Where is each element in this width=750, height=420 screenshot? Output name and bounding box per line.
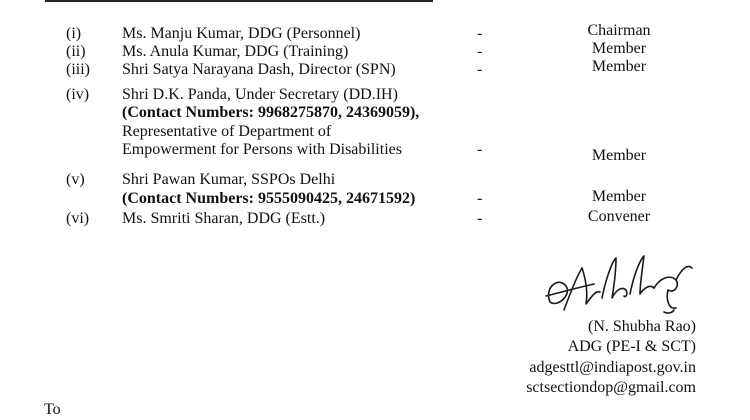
item-number: (ii)	[66, 43, 86, 60]
member-role: Member	[591, 40, 647, 57]
separator-dash: -	[477, 190, 483, 207]
signatory-email-personal: sctsectiondop@gmail.com	[526, 379, 696, 396]
item-number: (iv)	[66, 86, 90, 103]
contact-numbers: (Contact Numbers: 9968275870, 24369059),	[122, 104, 420, 121]
contact-numbers: (Contact Numbers: 9555090425, 24671592)	[122, 190, 416, 207]
item-number: (v)	[66, 171, 85, 188]
member-name: Ms. Anula Kumar, DDG (Training)	[122, 43, 349, 60]
member-role: Chairman	[587, 22, 651, 39]
member-name: Shri Pawan Kumar, SSPOs Delhi	[122, 171, 336, 188]
separator-dash: -	[477, 61, 483, 78]
member-name: Shri Satya Narayana Dash, Director (SPN)	[122, 61, 396, 78]
separator-dash: -	[477, 43, 483, 60]
signatory-email-official: adgesttl@indiapost.gov.in	[529, 359, 696, 376]
signatory-name: (N. Shubha Rao)	[588, 318, 696, 335]
member-role: Member	[591, 188, 647, 205]
member-detail: Empowerment for Persons with Disabilities	[122, 141, 402, 158]
member-detail: Representative of Department of	[122, 123, 332, 140]
top-rule	[45, 0, 433, 2]
signatory-designation: ADG (PE-I & SCT)	[567, 338, 696, 355]
item-number: (iii)	[66, 61, 90, 78]
separator-dash: -	[477, 210, 483, 227]
member-role: Member	[591, 58, 647, 75]
member-name: Ms. Smriti Sharan, DDG (Estt.)	[122, 210, 326, 227]
addressee-label: To	[44, 401, 61, 418]
member-role: Convener	[587, 208, 651, 225]
separator-dash: -	[477, 141, 483, 158]
item-number: (vi)	[66, 210, 90, 227]
handwritten-signature	[536, 238, 696, 323]
member-name: Shri D.K. Panda, Under Secretary (DD.IH)	[122, 86, 398, 103]
member-name: Ms. Manju Kumar, DDG (Personnel)	[122, 25, 361, 42]
separator-dash: -	[477, 25, 483, 42]
item-number: (i)	[66, 25, 82, 42]
member-role: Member	[591, 147, 647, 164]
